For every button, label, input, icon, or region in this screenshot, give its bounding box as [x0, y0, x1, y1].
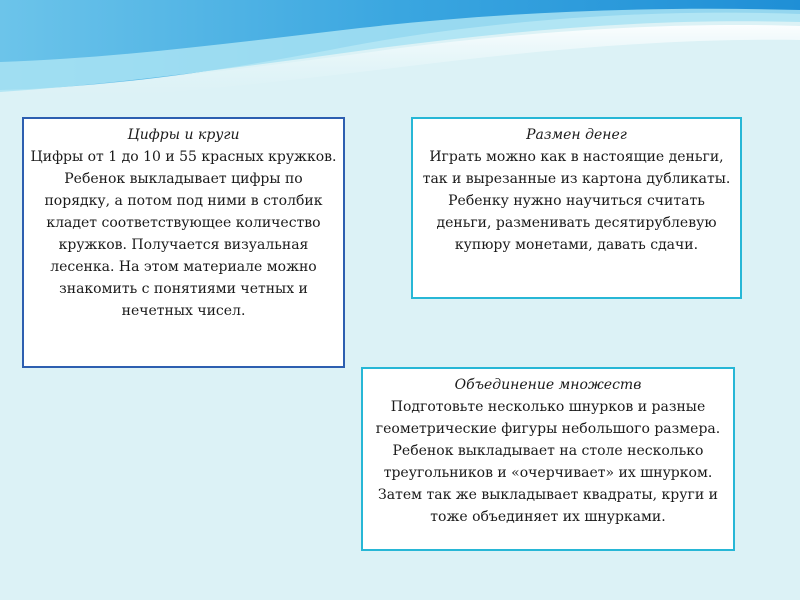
card-title: Объединение множеств: [454, 377, 642, 393]
card-title: Размен денег: [526, 127, 627, 143]
card-title: Цифры и круги: [127, 127, 240, 143]
card-body: Играть можно как в настоящие деньги, так и вырезанные из картона дубликаты. Ребенку нужно научиться считать деньги, разменивать десятирублевую купюру монетами, давать сдачи.: [422, 149, 731, 253]
card-money-exchange: [411, 117, 742, 299]
card-body: Цифры от 1 до 10 и 55 красных кружков. Ребенок выкладывает цифры по порядку, а потом под ними в столбик кладет соответствующее количество кружков. Получается визуальная лесенка. На этом материале можно знакомить с понятиями четных и нечетных чисел.: [30, 149, 337, 319]
card-set-union: [361, 367, 735, 551]
card-body: Подготовьте несколько шнурков и разные геометрические фигуры небольшого размера. Ребенок выкладывает на столе несколько треугольников и «очерчивает» их шнурком. Затем так же выкладывает квадраты, круги и тоже объединяет их шнурками.: [375, 399, 721, 525]
card-digits-and-circles: [22, 117, 345, 368]
header-wave-decoration: [0, 0, 800, 110]
